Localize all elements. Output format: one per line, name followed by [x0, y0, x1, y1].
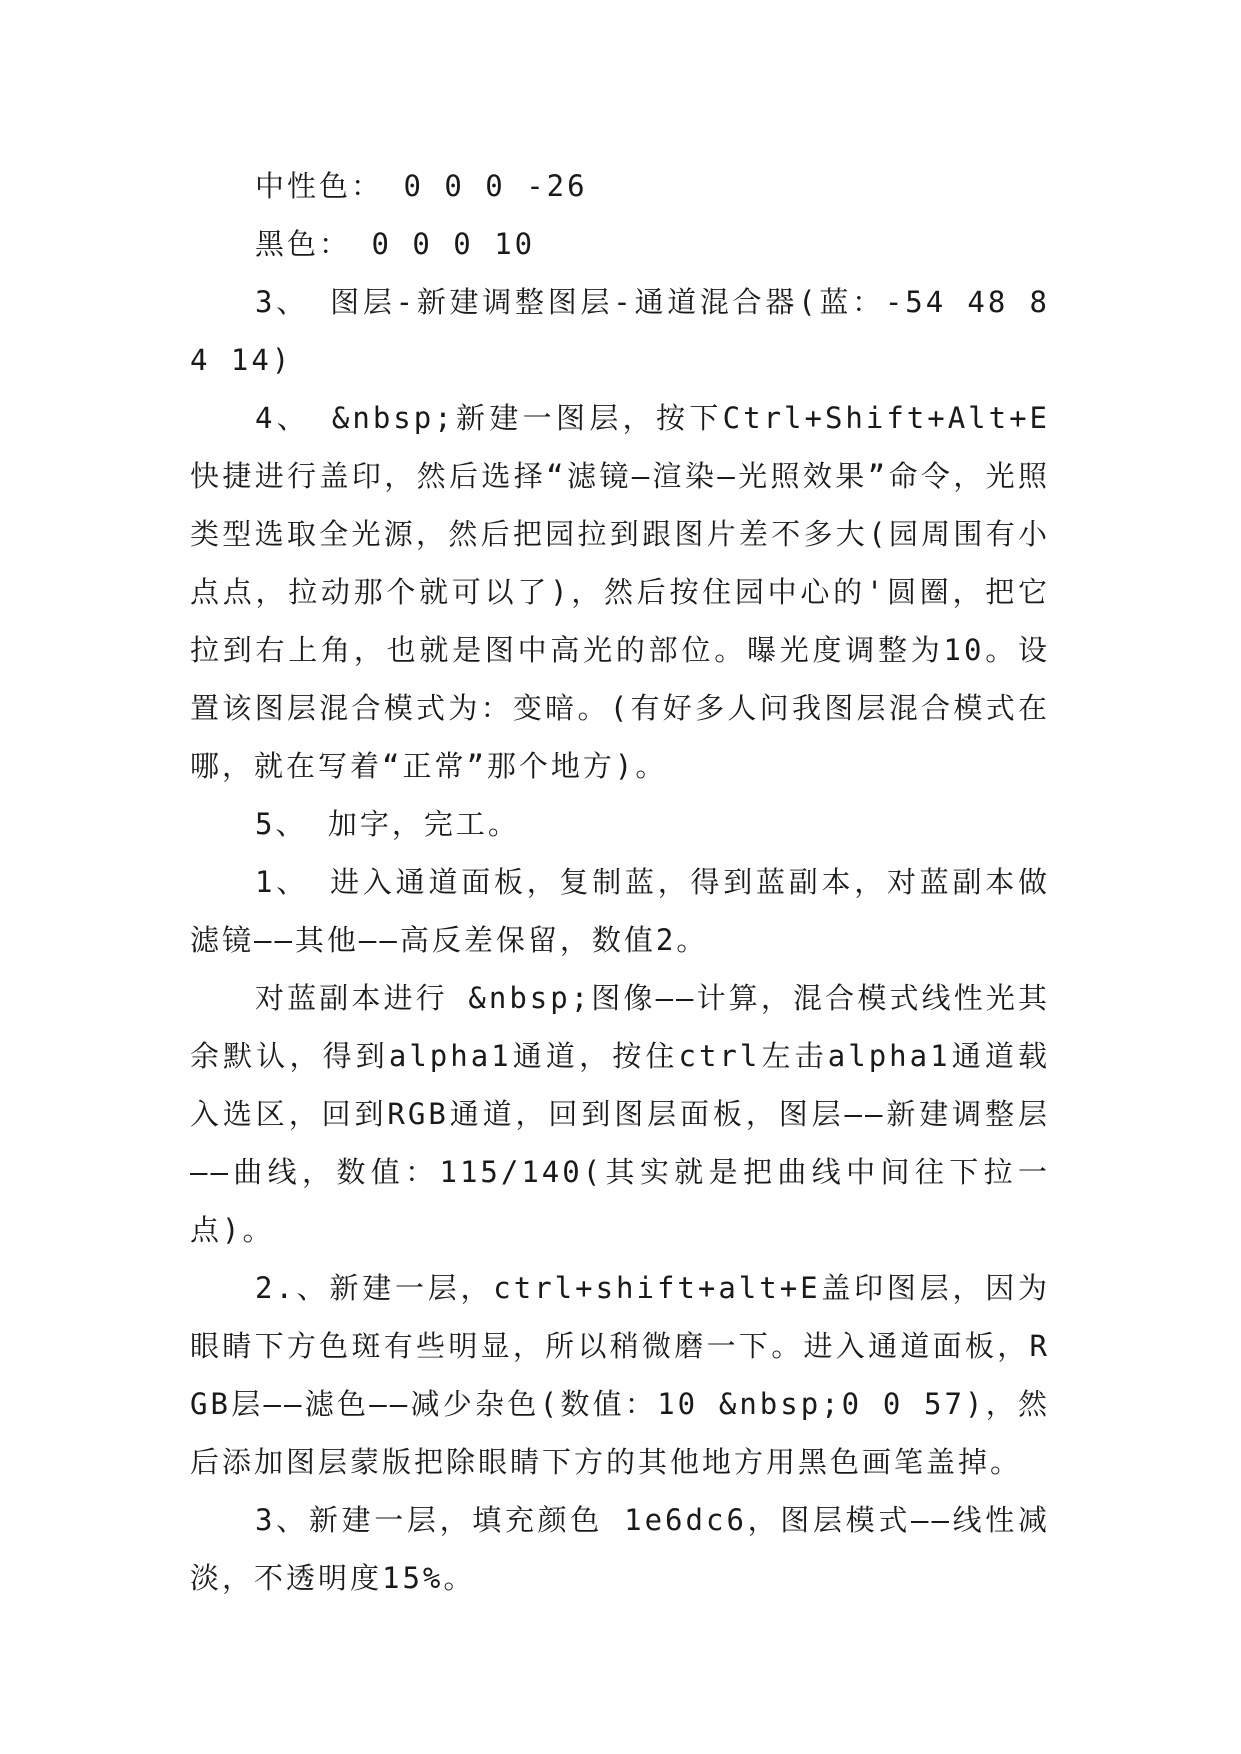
paragraph-step-3-fill-color: 3、新建一层，填充颜色 1e6dc6，图层模式——线性减淡，不透明度15%。	[190, 1503, 1050, 1595]
document-body	[190, 157, 1050, 1607]
paragraph-step-3-channel-mixer: 3、 图层-新建调整图层-通道混合器(蓝：-54 48 84 14)	[190, 285, 1050, 377]
paragraph-step-1-high-pass: 1、 进入通道面板，复制蓝，得到蓝副本，对蓝副本做滤镜——其他——高反差保留，数值2。	[190, 865, 1050, 957]
paragraph-step-4-lighting: 4、 &nbsp;新建一图层，按下Ctrl+Shift+Alt+E快捷进行盖印，然后选择“滤镜—渲染—光照效果”命令，光照类型选取全光源，然后把园拉到跟图片差不多大(园周围有小点点，拉动那个就可以了)，然后按住园中心的'圆圈，把它拉到右上角，也就是图中高光的部位。曝光度调整为10。设置该图层混合模式为：变暗。(有好多人问我图层混合模式在哪，就在写着“正常”那个地方)。	[190, 401, 1050, 783]
paragraph-neutral-color: 中性色： 0 0 0 -26	[255, 169, 588, 203]
paragraph-black-color: 黑色： 0 0 0 10	[255, 227, 536, 261]
paragraph-step-5-text: 5、 加字，完工。	[255, 807, 520, 841]
paragraph-calculation-curves: 对蓝副本进行 &nbsp;图像——计算，混合模式线性光其余默认，得到alpha1通道，按住ctrl左击alpha1通道载入选区，回到RGB通道，回到图层面板，图层——新建调整层——曲线，数值：115/140(其实就是把曲线中间往下拉一点)。	[190, 981, 1050, 1247]
paragraph-step-2-reduce-noise: 2.、新建一层，ctrl+shift+alt+E盖印图层，因为眼睛下方色斑有些明显，所以稍微磨一下。进入通道面板，RGB层——滤色——减少杂色(数值：10 &nbsp;0 0 57)，然后添加图层蒙版把除眼睛下方的其他地方用黑色画笔盖掉。	[190, 1271, 1050, 1479]
